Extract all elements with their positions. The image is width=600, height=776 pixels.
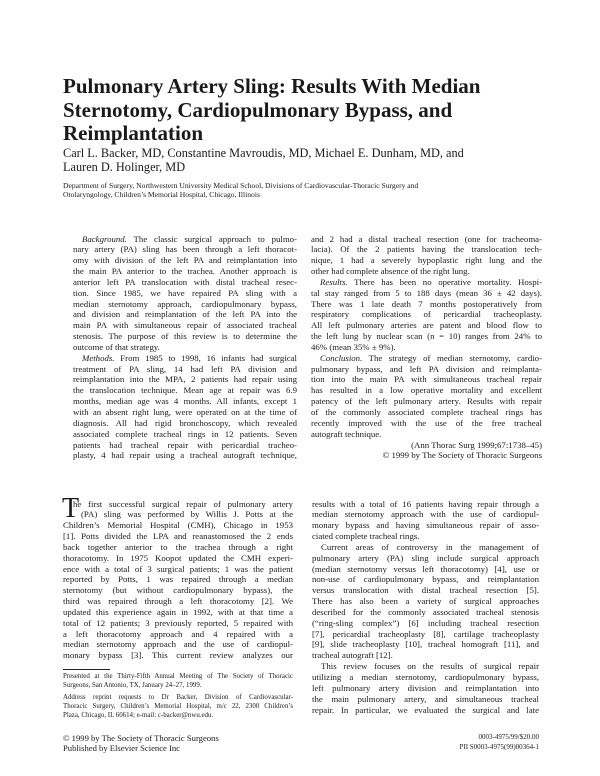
paragraph [312,661,539,715]
text-line: ciated complete tracheal rings. [312,531,420,542]
paragraph-label: Background. [82,233,127,244]
text-line: sternotomy (but without cardiopulmonary bypass), the [63,585,293,596]
text-line: described for the commonly associated tracheal stenosis [312,606,539,617]
drop-cap: T [62,492,80,524]
text-line: omy with division of the left PA and reimplantation into [73,255,297,266]
issn: 0003-4975/99/$20.00 [478,733,539,741]
paragraph [311,234,542,277]
author-line: Carl L. Backer, MD, Constantine Mavroudis, MD, Michael E. Dunham, MD, and [63,146,464,160]
paragraph [312,499,539,542]
text-line: (PA) sling was performed by Willis J. Potts at the [81,509,293,520]
text-line [73,353,297,364]
paragraph-label: Conclusion. [320,352,363,363]
text-line: months, median age was 4 months. All infants, except 1 [73,396,297,407]
text-line: other had complete absence of the right lung. [311,266,470,277]
text-line: respiratory complications of pericardial tracheoplasty. [311,309,542,320]
footnote-line: Surgeons, San Antonio, TX, January 24–27, 1999. [63,682,202,689]
footnote-line: Thoracic Surgery, Children’s Memorial Hospital, m/c 22, 2300 Children’s [63,703,293,710]
issn-block [380,733,539,752]
text-line: [1]. Potts divided the LPA and reanastomosed the 2 ends [63,531,293,542]
paragraph [311,440,542,462]
text-line: There was 1 late death 7 months postoperatively from [311,298,542,309]
pii: PII S0003-4975(99)00364-1 [459,742,539,751]
text-line: anterior left PA translocation with distal tracheal resec- [73,276,297,287]
footnote-address [63,693,293,720]
text-line: (Ann Thorac Surg 1999;67:1738–45) [411,439,542,450]
footnote-line: Plaza, Chicago, IL 60614; e-mail: c-backer@nwu.edu. [63,712,214,719]
text-line: a left thoracotomy approach and 4 repaired with a [63,628,293,639]
text-line: tion into the main PA with simultaneous tracheal repair [311,374,542,385]
text-line: 46% (mean 35% ± 9%). [311,341,396,352]
paragraph [63,499,293,662]
paragraph [311,353,542,440]
affiliation-line: Department of Surgery, Northwestern University Medical School, Divisions of Cardiovascular-Thoracic Surgery and [63,181,419,190]
copyright-block [63,734,219,753]
text-line: pulmonary bypass, and left PA division and reimplanta- [311,363,542,374]
text-line: results with a total of 16 patients having repair through a [312,498,539,509]
text-line: lacia). Of the 2 patients having the translocation tech- [311,244,542,255]
line-text: The strategy of median sternotomy, cardio- [368,352,542,363]
text-line: recently improved with the use of the free tracheal [311,417,542,428]
text-line: Current areas of controversy in the management of [321,541,539,552]
text-line: left pulmonary artery division and reimplantation into [312,682,539,693]
title-line: Reimplantation [63,121,204,145]
paragraph [73,353,297,461]
line-text: There has been no operative mortality. Hospi- [354,276,542,287]
text-line: diagnosis. All had rigid bronchoscopy, which revealed [73,417,297,428]
text-line: tal stay ranged from 5 to 188 days (mean 36 ± 42 days). [311,287,542,298]
paragraph [311,277,542,353]
text-line: All left pulmonary arteries are patent and blood flow to [311,320,542,331]
text-line: There has also been a variety of surgical approaches [312,596,539,607]
text-line: with an absent right lung, were operated on at the time of [73,407,297,417]
text-line [311,353,542,364]
text-line: reported by Potts, 1 was repaired through a median [63,574,293,585]
affiliation-line: Otolaryngology, Children’s Memorial Hospital, Chicago, Illinois [63,190,260,200]
footnote-line: Presented at the Thirty-Fifth Annual Meeting of The Society of Thoracic [63,673,293,680]
text-line: nique, 1 had a severely hypoplastic right lung and the [311,255,542,266]
text-line: reimplantation into the MPA, 2 patients had repair using [73,374,297,385]
text-line: ence with a total of 3 surgical patients; 1 was the patient [63,563,293,574]
title-line: Sternotomy, Cardiopulmonary Bypass, and [63,97,453,122]
text-line: treatment of PA sling, 14 had left PA division and [73,363,297,374]
text-line: patency of the left pulmonary artery. Results with repair [311,396,542,407]
publisher: Published by Elsevier Science Inc [63,742,180,753]
article-title [63,75,563,146]
text-line: Children’s Memorial Hospital (CMH), Chicago in 1953 [63,520,293,531]
text-line: (median sternotomy versus left thoracotomy) [4], use or [312,563,539,574]
line-text: The classic surgical approach to pulmo- [133,233,297,244]
body-right-column [312,499,539,716]
text-line: (“ring-sling complex”) [6] including tracheal resection [312,617,539,628]
text-line: main PA with simultaneous repair of associated tracheal [73,320,297,331]
text-line: the main PA anterior to the trachea. Another approach is [73,266,297,277]
text-line: median sternotomy approach, cardiopulmonary bypass, [73,298,297,309]
text-line: and 2 had a distal tracheal resection (one for tracheoma- [311,233,542,244]
paragraph-label: Results. [320,276,348,287]
text-line: associated complete tracheal rings in 12 patients. Seven [73,428,297,439]
text-line: tion. Since 1985, we have repaired PA sling with a [73,287,297,298]
text-line: [9], slide tracheoplasty [10], tracheal homograft [11], and [312,639,539,650]
text-line: monary bypass [3]. This current review analyzes our [63,650,293,661]
text-line: and division and reimplantation of the left PA into the [73,309,297,320]
text-line: stenosis. The purpose of this review is to determine the [73,331,297,342]
paragraph [73,234,297,353]
text-line: versus translocation with distal tracheal resection [5]. [312,585,539,596]
text-line: plasty, 4 had repair using a tracheal autograft technique, [73,450,297,461]
abstract-left-column [73,234,297,462]
text-line: patients had tracheal repair with pericardial tracheo- [73,439,297,450]
text-line: median sternotomy approach and the use of cardiopul- [63,639,293,650]
text-line: [7], pericardial tracheoplasty [8], cartilage tracheoplasty [312,628,539,639]
footnote-line: Address reprint requests to Dr Backer, Division of Cardiovascular- [63,694,293,701]
text-line: updated this experience again in 1992, with at that time a [63,606,293,617]
affiliation [63,181,418,200]
text-line: pulmonary artery (PA) sling include surgical approach [312,552,539,563]
paragraph-label: Methods. [82,352,115,363]
author-line: Lauren D. Holinger, MD [63,159,186,174]
title-line: Pulmonary Artery Sling: Results With Median [63,74,481,98]
footnote-divider [63,669,110,670]
text-line: non-use of cardiopulmonary bypass, and reimplantation [312,574,539,585]
text-line: back together anterior to the trachea through a right [63,541,293,552]
text-line: total of 12 patients; 3 previously reported, 5 repaired with [63,617,293,628]
text-line: the left lung by nuclear scan (n = 10) ranges from 24% to [311,331,542,342]
text-line: autograft technique. [311,428,382,439]
body-left-column [62,492,293,662]
copyright: © 1999 by The Society of Thoracic Surgeons [63,733,219,743]
footnote-presented [63,672,293,690]
text-line: the main pulmonary artery, and simultaneous tracheal [312,693,539,704]
abstract-right-column [311,234,542,462]
text-line: has resulted in a low operative mortality and excellent [311,385,542,396]
text-line: utilizing a median sternotomy, cardiopulmonary bypass, [312,672,539,682]
text-line: This review focuses on the results of surgical repair [321,661,539,672]
text-line: median sternotomy approach with the use of cardiopul- [312,509,539,520]
text-line: repair. In particular, we evaluated the surgical and late [312,704,539,715]
paragraph [312,542,539,661]
text-line: the translocation technique. Mean age at repair was 6.9 [73,385,297,396]
line-text: From 1985 to 1998, 16 infants had surgical [120,352,297,363]
text-line: he first successful surgical repair of pulmonary artery [73,498,293,509]
text-line [311,277,542,288]
text-line: thoracotomy. In 1975 Koopot updated the CMH experi- [63,552,293,563]
author-list [63,147,464,174]
text-line: of the commonly associated complete tracheal rings has [311,407,542,417]
text-line: third was repaired through a left thoracotomy [2]. We [63,596,293,607]
text-line: tracheal autograft [12]. [312,650,393,661]
text-line: nary artery (PA) sling has been through a left thoracot- [73,244,297,255]
text-line: outcome of that strategy. [73,341,160,352]
text-line [73,234,297,245]
text-line: © 1999 by The Society of Thoracic Surgeons [382,450,542,461]
text-line: monary bypass and having simultaneous repair of asso- [312,520,539,531]
